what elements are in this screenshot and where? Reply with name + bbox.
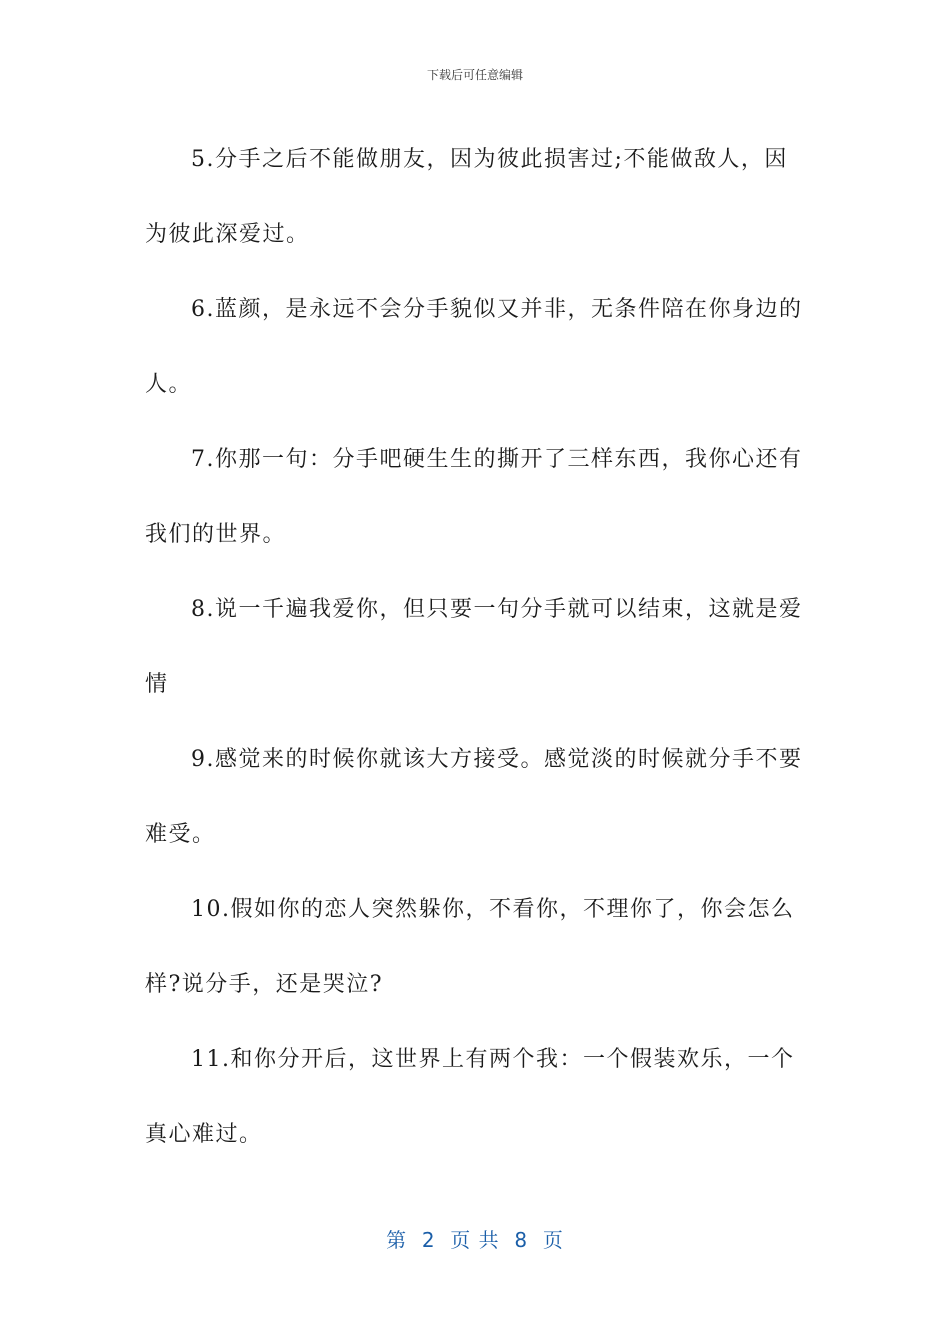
paragraph-10: 10.假如你的恋人突然躲你，不看你，不理你了，你会怎么样?说分手，还是哭泣? [145,897,795,997]
paragraph-9: 9.感觉来的时候你就该大方接受。感觉淡的时候就分手不要难受。 [145,747,803,847]
paragraph-11: 11.和你分开后，这世界上有两个我：一个假装欢乐，一个真心难过。 [145,1047,795,1147]
paragraph-6: 6.蓝颜，是永远不会分手貌似又并非，无条件陪在你身边的人。 [145,297,803,397]
page-number-footer: 第 2 页 共 8 页 [386,1228,564,1252]
header-note: 下载后可任意编辑 [426,68,523,82]
paragraph-5: 5.分手之后不能做朋友，因为彼此损害过;不能做敌人，因为彼此深爱过。 [145,147,788,247]
paragraph-8: 8.说一千遍我爱你，但只要一句分手就可以结束，这就是爱情 [145,597,803,697]
paragraph-7: 7.你那一句：分手吧硬生生的撕开了三样东西，我你心还有我们的世界。 [145,447,803,547]
document-body [145,122,805,1172]
